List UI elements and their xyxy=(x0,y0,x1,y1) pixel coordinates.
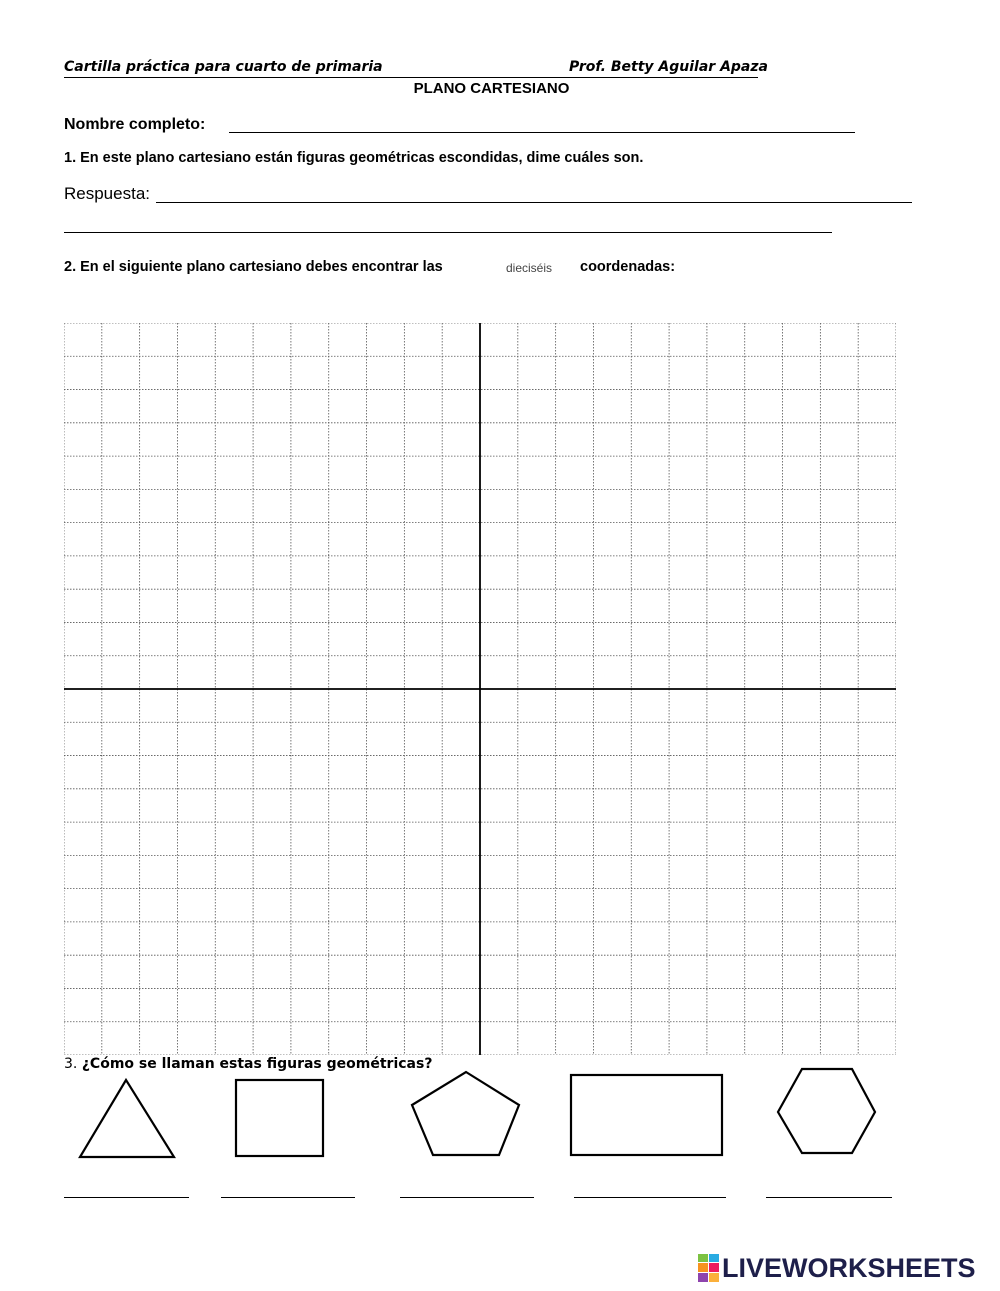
question-2-text-after: coordenadas: xyxy=(580,259,676,275)
answer-line-2[interactable] xyxy=(64,232,832,233)
question-2-blank-field[interactable]: dieciséis xyxy=(506,261,553,275)
liveworksheets-logo-icon xyxy=(698,1254,720,1282)
header-left-text: Cartilla práctica para cuarto de primaria xyxy=(64,59,383,75)
name-answer-line[interactable] xyxy=(229,132,855,133)
shape-answer-line-4[interactable] xyxy=(574,1197,726,1198)
answer-label: Respuesta: xyxy=(64,184,150,203)
triangle-icon xyxy=(76,1076,180,1162)
answer-line-1[interactable] xyxy=(156,202,912,203)
square-icon xyxy=(234,1078,326,1160)
question-3-label: ¿Cómo se llaman estas figuras geométricas? xyxy=(81,1056,433,1072)
rectangle-icon xyxy=(568,1072,726,1160)
shape-answer-line-3[interactable] xyxy=(400,1197,534,1198)
header-rule xyxy=(64,77,758,78)
cartesian-plane-grid[interactable] xyxy=(64,323,896,1055)
name-label: Nombre completo: xyxy=(64,116,206,133)
question-2-text: 2. En el siguiente plano cartesiano debes encontrar las xyxy=(64,259,443,275)
shape-answer-line-1[interactable] xyxy=(64,1197,189,1198)
page-title: PLANO CARTESIANO xyxy=(413,80,570,97)
question-3-text xyxy=(64,1056,432,1072)
hexagon-icon xyxy=(774,1065,880,1159)
pentagon-icon xyxy=(408,1068,524,1160)
question-3-number: 3. xyxy=(64,1056,78,1072)
shape-answer-line-5[interactable] xyxy=(766,1197,892,1198)
question-1-text: 1. En este plano cartesiano están figuras geométricas escondidas, dime cuáles son. xyxy=(64,150,644,166)
header-right-text: Prof. Betty Aguilar Apaza xyxy=(569,59,768,75)
liveworksheets-brand: LIVEWORKSHEETS xyxy=(722,1253,976,1283)
shape-answer-line-2[interactable] xyxy=(221,1197,355,1198)
